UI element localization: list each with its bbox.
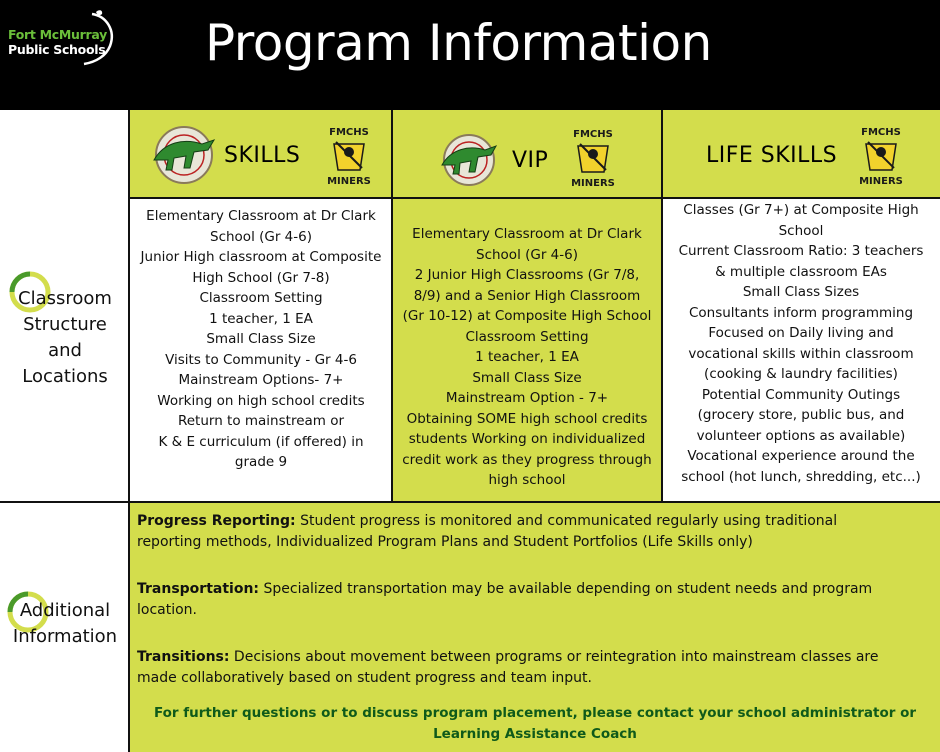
logo-text-line2: Public Schools (8, 42, 106, 57)
program-detail-line: Mainstream Options- 7+ (178, 372, 344, 388)
page-title: Program Information (205, 14, 712, 72)
program-detail-line: Junior High classroom at Composite (140, 249, 382, 265)
contact-note-line1: For further questions or to discuss program placement, please contact your school administrator or (153, 705, 917, 721)
program-detail-line: Consultants inform programming (688, 304, 914, 321)
dino-mascot-logo-icon (144, 124, 224, 186)
program-detail-line: Focused on Daily living and (708, 325, 894, 341)
row-label-line: Classroom (18, 288, 112, 309)
program-detail-line: Mainstream Option - 7+ (445, 390, 609, 406)
miners-mascot-logo-icon (570, 126, 616, 190)
program-detail-line: Classroom Setting (199, 290, 323, 306)
program-detail-line: Potential Community Outings (701, 386, 901, 403)
transitions-text-2: made collaboratively based on student progress and team input. (137, 670, 592, 686)
program-detail-line: grade 9 (234, 454, 288, 470)
program-detail-line: High School (Gr 7-8) (192, 269, 330, 286)
program-detail-line: students Working on individualized (408, 431, 646, 447)
program-detail-line: & multiple classroom EAs (715, 263, 887, 280)
program-detail-line: Current Classroom Ratio: 3 teachers (678, 243, 924, 259)
contact-note-line2: Learning Assistance Coach (433, 726, 637, 742)
grid-line-horizontal-middle (0, 501, 940, 503)
transitions-text-1: Decisions about movement between programs or reintegration into mainstream classes are (229, 649, 879, 665)
contact-note (130, 703, 940, 745)
program-detail-line: School (778, 222, 824, 239)
svg-text:MINERS: MINERS (859, 176, 903, 187)
transportation-label: Transportation: (137, 581, 260, 597)
svg-text:FMCHS: FMCHS (573, 129, 613, 140)
program-detail-line: Small Class Size (472, 369, 582, 386)
program-detail-line: volunteer options as available) (696, 427, 906, 444)
program-detail-line: Elementary Classroom at Dr Clark (146, 208, 376, 224)
program-detail-line: 1 teacher, 1 EA (209, 310, 313, 327)
program-detail-line: 8/9) and a Senior High Classroom (413, 287, 641, 304)
row-label-classroom-structure (6, 286, 124, 390)
program-detail-line: school (hot lunch, shredding, etc...) (681, 468, 921, 485)
progress-reporting-label: Progress Reporting: (137, 513, 296, 529)
svg-text:MINERS: MINERS (327, 176, 371, 187)
progress-reporting-text-1: Student progress is monitored and communicated regularly using traditional (295, 513, 838, 529)
additional-information-panel (130, 502, 940, 752)
program-detail-line: (cooking & laundry facilities) (704, 366, 898, 382)
row-label-line: Locations (22, 366, 108, 387)
transportation-text-1: Specialized transportation may be available depending on student needs and program (259, 581, 873, 597)
program-detail-line: 1 teacher, 1 EA (475, 349, 579, 365)
program-header-vip (392, 110, 662, 198)
vip-details (392, 224, 662, 491)
program-detail-line: (Gr 10-12) at Composite High School (402, 308, 652, 324)
program-body-vip (392, 198, 662, 502)
skills-details (130, 206, 392, 473)
program-detail-line: Small Class Size (206, 331, 316, 347)
grid-line-vertical-2 (661, 110, 663, 502)
program-detail-line: Classroom Setting (465, 328, 589, 345)
program-name-skills: SKILLS (224, 143, 301, 168)
program-detail-line: Small Class Sizes (742, 284, 860, 300)
grid-line-vertical-1 (391, 110, 393, 502)
grid-line-vertical-label (128, 110, 130, 752)
transportation-text-2: location. (137, 602, 197, 618)
program-detail-line: Working on high school credits (157, 392, 365, 409)
program-detail-line: Vocational experience around the (687, 448, 915, 464)
transitions-paragraph (137, 647, 927, 689)
logo-text-line1: Fort McMurray (8, 27, 107, 42)
svg-text:FMCHS: FMCHS (329, 127, 369, 138)
svg-text:FMCHS: FMCHS (861, 127, 901, 138)
program-detail-line: Visits to Community - Gr 4-6 (165, 351, 357, 368)
program-body-skills (130, 198, 392, 502)
school-district-logo (8, 10, 118, 70)
miners-mascot-logo-icon (858, 124, 904, 188)
transportation-paragraph (137, 579, 927, 621)
miners-mascot-logo-icon (326, 124, 372, 188)
program-detail-line: credit work as they progress through (402, 451, 652, 468)
life-skills-details (662, 200, 940, 487)
program-detail-line: Classes (Gr 7+) at Composite High (683, 202, 919, 218)
svg-text:MINERS: MINERS (571, 178, 615, 189)
program-detail-line: Elementary Classroom at Dr Clark (412, 226, 642, 242)
program-detail-line: high school (488, 472, 566, 488)
program-detail-line: K & E curriculum (if offered) in (158, 433, 364, 450)
progress-reporting-paragraph (137, 511, 927, 553)
program-detail-line: Return to mainstream or (177, 413, 345, 429)
row-label-line: Information (12, 626, 118, 647)
page-header (0, 0, 940, 110)
progress-reporting-text-2: reporting methods, Individualized Program Plans and Student Portfolios (Life Skills only) (137, 534, 753, 550)
program-body-life-skills (662, 198, 940, 502)
row-label-line: Additional (19, 600, 111, 621)
program-detail-line: School (Gr 4-6) (210, 228, 312, 245)
transitions-label: Transitions: (137, 649, 230, 665)
dino-mascot-logo-icon (434, 132, 504, 188)
program-header-life-skills (662, 110, 940, 198)
program-detail-line: vocational skills within classroom (688, 345, 914, 362)
row-label-line: Structure (23, 314, 107, 335)
program-name-life-skills: LIFE SKILLS (706, 143, 838, 168)
grid-line-horizontal-header (130, 197, 940, 199)
program-detail-line: 2 Junior High Classrooms (Gr 7/8, (414, 267, 640, 283)
row-label-line: and (48, 340, 82, 361)
program-name-vip: VIP (512, 148, 549, 173)
program-header-skills (130, 110, 392, 198)
program-detail-line: Obtaining SOME high school credits (406, 410, 648, 427)
program-detail-line: (grocery store, public bus, and (697, 407, 905, 423)
program-detail-line: School (Gr 4-6) (476, 246, 578, 263)
row-label-additional-information (6, 598, 124, 650)
